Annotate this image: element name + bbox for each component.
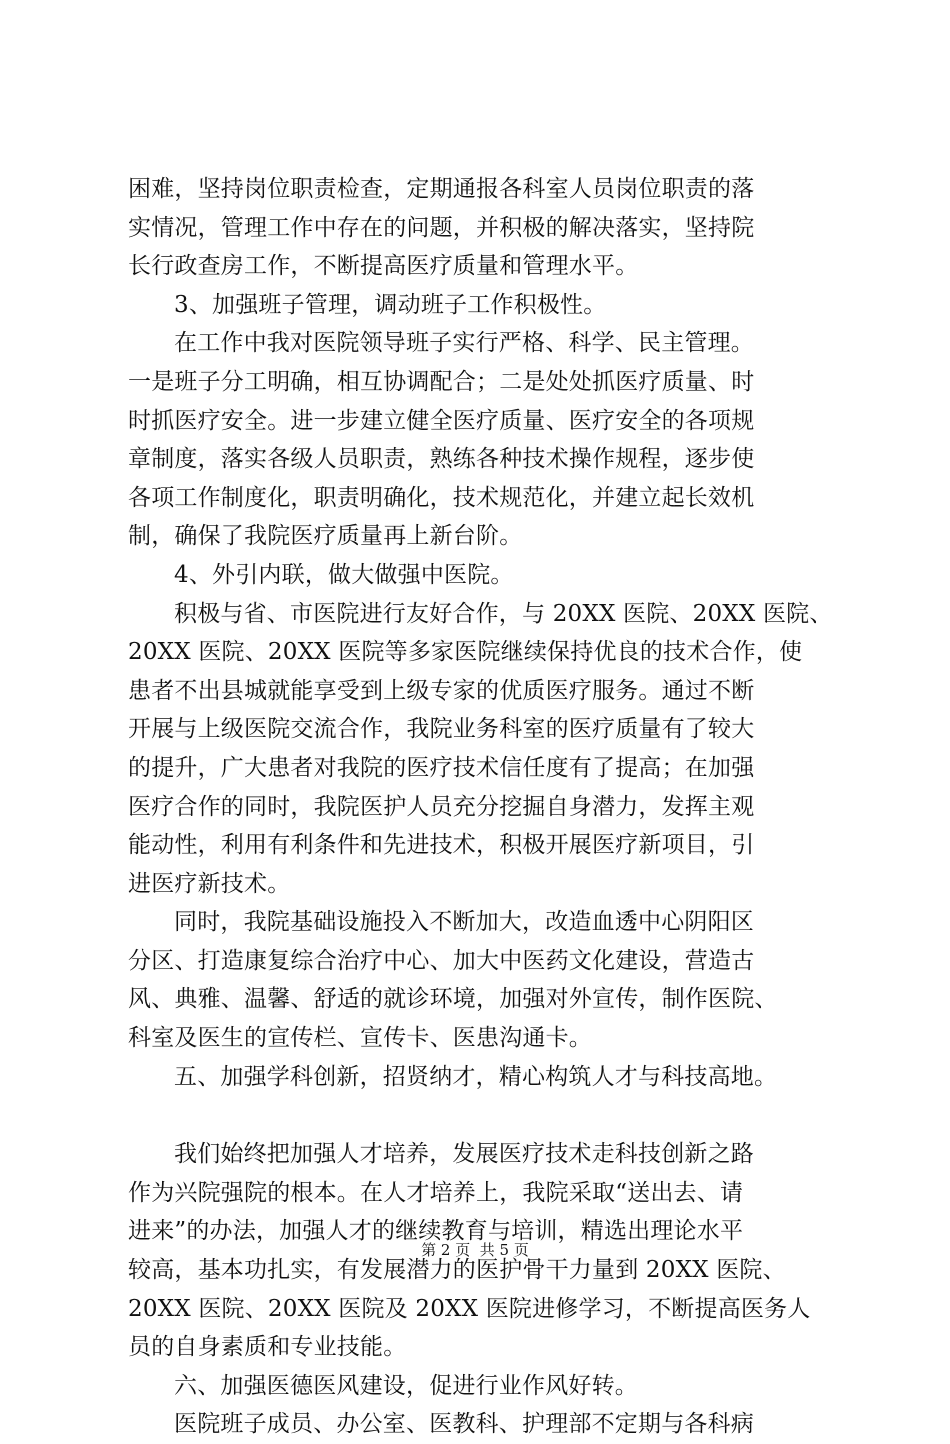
text-line: 20XX 医院、20XX 医院等多家医院继续保持优良的技术合作，使 [128,639,803,666]
text-line: 积极与省、市医院进行友好合作，与 20XX 医院、20XX 医院、 [174,600,833,627]
text-line: 章制度，落实各级人员职责，熟练各种技术操作规程，逐步使 [128,446,755,473]
text-line: 较高，基本功扎实，有发展潜力的医护骨干力量到 20XX 医院、 [128,1257,786,1284]
text-line: 患者不出县城就能享受到上级专家的优质医疗服务。通过不断 [128,677,755,704]
text-line: 20XX 医院、20XX 医院及 20XX 医院进修学习，不断提高医务人 [128,1295,811,1322]
text-line: 开展与上级医院交流合作，我院业务科室的医疗质量有了较大 [128,716,755,743]
text-line: 分区、打造康复综合治疗中心、加大中医药文化建设，营造古 [128,947,755,974]
page-number: 第 2 页 [421,1241,471,1259]
text-line: 制，确保了我院医疗质量再上新台阶。 [128,523,523,550]
text-line: 的提升，广大患者对我院的医疗技术信任度有了提高；在加强 [128,754,755,781]
text-line: 在工作中我对医院领导班子实行严格、科学、民主管理。 [174,330,754,357]
text-line: 4、外引内联，做大做强中医院。 [174,561,514,588]
text-line: 六、加强医德医风建设，促进行业作风好转。 [174,1372,638,1399]
text-line: 进医疗新技术。 [128,870,291,897]
text-line: 困难，坚持岗位职责检查，定期通报各科室人员岗位职责的落 [128,176,755,202]
text-line: 时抓医疗安全。进一步建立健全医疗质量、医疗安全的各项规 [128,407,755,434]
text-line: 科室及医生的宣传栏、宣传卡、医患沟通卡。 [128,1025,592,1052]
page-footer [0,1240,950,1260]
text-line: 进来”的办法，加强人才的继续教育与培训，精选出理论水平 [128,1218,744,1245]
text-line: 实情况，管理工作中存在的问题，并积极的解决落实，坚持院 [128,214,755,241]
text-line: 同时，我院基础设施投入不断加大，改造血透中心阴阳区 [174,909,754,936]
text-line: 我们始终把加强人才培养，发展医疗技术走科技创新之路 [174,1141,754,1168]
text-line: 风、典雅、温馨、舒适的就诊环境，加强对外宣传，制作医院、 [128,986,778,1013]
text-line: 作为兴院强院的根本。在人才培养上，我院采取“送出去、请 [128,1179,744,1206]
text-line: 3、加强班子管理，调动班子工作积极性。 [174,291,607,318]
text-line: 医疗合作的同时，我院医护人员充分挖掘自身潜力，发挥主观 [128,793,755,820]
text-line: 医院班子成员、办公室、医教科、护理部不定期与各科病 [174,1411,754,1438]
text-line: 一是班子分工明确，相互协调配合；二是处处抓医疗质量、时 [128,368,755,395]
text-line: 五、加强学科创新，招贤纳才，精心构筑人才与科技高地。 [174,1063,778,1090]
text-line: 长行政查房工作，不断提高医疗质量和管理水平。 [128,253,639,280]
text-line: 各项工作制度化，职责明确化，技术规范化，并建立起长效机 [128,484,755,511]
text-line: 能动性，利用有利条件和先进技术，积极开展医疗新项目，引 [128,832,755,859]
text-line: 员的自身素质和专业技能。 [128,1334,407,1361]
blank-line [128,1096,848,1135]
page-total: 共 5 页 [479,1241,529,1259]
